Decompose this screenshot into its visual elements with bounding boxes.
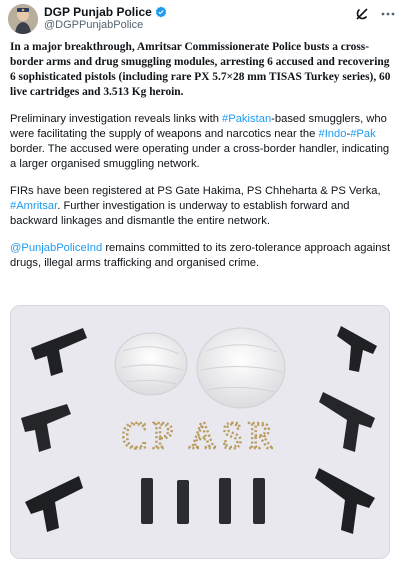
hashtag-pak[interactable]: #Pak (350, 128, 376, 140)
post-paragraph-3 (10, 184, 392, 229)
verified-badge-icon (155, 6, 167, 18)
avatar[interactable] (8, 4, 38, 34)
post-paragraph-1: In a major breakthrough, Amritsar Commissionerate Police busts a cross-border arms and drug smuggling modules, arresting 6 accused and recovering 6 sophisticated pistols (including rare PX 5.7×28 mm TISAS Turkey series), 60 live cartridges and 3.513 Kg heroin. (10, 41, 391, 98)
cartridge-lettering: CP ASR (121, 415, 279, 457)
heroin-packet (115, 333, 187, 395)
display-name[interactable]: DGP Punjab Police (44, 5, 152, 19)
hashtag-amritsar[interactable]: #Amritsar (10, 200, 58, 212)
more-options-icon[interactable] (380, 6, 396, 22)
post-header (8, 4, 396, 34)
text-span: - (346, 128, 351, 140)
handle[interactable]: @DGPPunjabPolice (44, 19, 144, 31)
text-span: . Further investigation is underway to establish forward and backward linkages and dismantle the entire network. (10, 200, 350, 227)
text-span: remains committed to its zero-tolerance approach against drugs, illegal arms trafficking and organised crime. (10, 242, 391, 269)
text-span: Preliminary investigation reveals links with (10, 113, 223, 125)
display-name-row (44, 5, 167, 19)
post-text (10, 40, 392, 283)
hashtag-pakistan[interactable]: #Pakistan (222, 113, 272, 125)
text-span: -based smugglers, who were facilitating the supply of weapons and narcotics near the (10, 113, 387, 140)
post-image[interactable] (10, 305, 390, 559)
hashtag-indo[interactable]: #Indo (318, 128, 347, 140)
mention-punjab-police[interactable]: @PunjabPoliceInd (10, 242, 103, 254)
post-paragraph-4 (10, 241, 392, 271)
grok-icon[interactable] (354, 6, 370, 22)
text-span: FIRs have been registered at PS Gate Hakima, PS Chheharta & PS Verka, (10, 185, 381, 197)
heroin-packet (197, 328, 285, 408)
text-span: border. The accused were operating under a cross-border handler, indicating a larger organised smuggling network. (10, 143, 390, 170)
post-paragraph-2 (10, 112, 392, 172)
